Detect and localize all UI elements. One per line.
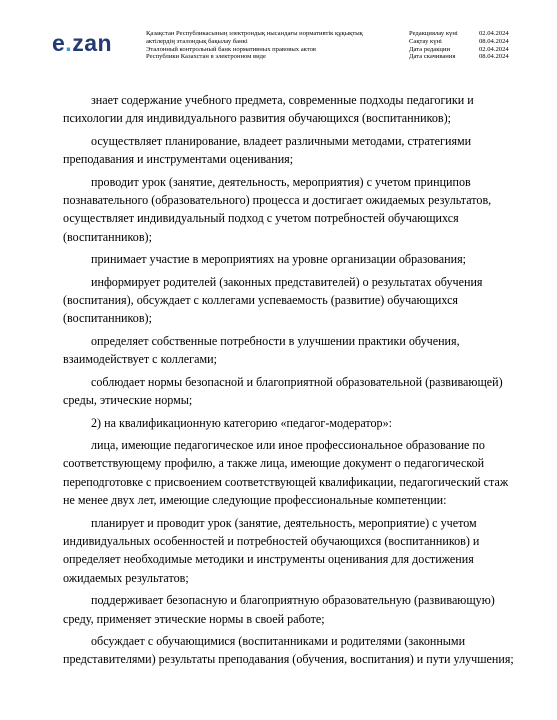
meta-row <box>409 30 519 38</box>
header-title-line: Қазақстан Республикасының электрондық нысандағы нормативтік құқықтық <box>146 30 363 37</box>
meta-value: 02.04.2024 <box>479 45 509 53</box>
meta-row <box>409 46 519 54</box>
logo-suffix: zan <box>72 30 113 56</box>
meta-row <box>409 53 519 61</box>
meta-value: 08.04.2024 <box>479 37 509 45</box>
paragraph: 2) на квалификационную категорию «педагог-модератор»: <box>91 415 393 430</box>
document-body <box>63 91 517 673</box>
ezan-logo <box>52 30 112 57</box>
header-title-line: актілердің эталондық бақылау банкі <box>146 37 248 45</box>
meta-value: 02.04.2024 <box>479 30 509 37</box>
paragraph: осуществляет планирование, владеет различными методами, стратегиями преподавания и инструментами оценивания; <box>63 133 472 167</box>
paragraph: принимает участие в мероприятиях на уровне организации образования; <box>91 252 467 267</box>
meta-label: Сақтау күні <box>409 37 442 45</box>
paragraph: знает содержание учебного предмета, современные подходы педагогики и психологии для индивидуального развития обучающихся (воспитанников); <box>63 93 474 126</box>
logo-dot: . <box>65 30 73 56</box>
logo-prefix: e <box>52 30 66 56</box>
paragraph: проводит урок (занятие, деятельность, мероприятия) с учетом принципов познавательного (образовательного) процесса и достигает ожидаемых результатов, осуществляет индивидуальный подход с учетом потребностей обучающихся (воспитанников); <box>63 174 492 244</box>
paragraph: обсуждает с обучающимися (воспитанниками и родителями (законными представителями) результаты преподавания (обучения, воспитания) и пути улучшения; <box>63 633 514 667</box>
header-title-line: Эталонный контрольный банк нормативных правовых актов <box>146 45 316 53</box>
meta-label: Дата скачивания <box>409 53 456 61</box>
paragraph: планирует и проводит урок (занятие, деятельность, мероприятие) с учетом индивидуальных особенностей и потребностей обучающихся (воспитанников) и определяет необходимые методики и инструменты оценивания для достижения ожидаемых результатов; <box>63 515 480 585</box>
paragraph: поддерживает безопасную и благоприятную образовательную (развивающую) среду, применяет этические нормы в своей работе; <box>63 593 495 626</box>
paragraph: определяет собственные потребности в улучшении практики обучения, взаимодействует с коллегами; <box>63 333 460 367</box>
meta-label: Дата редакции <box>409 45 450 53</box>
meta-label: Редакциялау күні <box>409 30 458 37</box>
paragraph: информирует родителей (законных представителей) о результатах обучения (воспитания), обсуждает с коллегами успеваемость (развитие) обучающихся (воспитанников); <box>63 274 483 326</box>
document-header <box>0 0 557 80</box>
header-title <box>146 30 396 61</box>
header-meta <box>409 30 519 61</box>
paragraph: соблюдает нормы безопасной и благоприятной образовательной (развивающей) среды, этические нормы; <box>63 374 503 408</box>
paragraph: лица, имеющие педагогическое или иное профессиональное образование по соответствующему профилю, а также лица, имеющие документ о педагогической переподготовке с присвоением соответствующей квалификации, педагогический стаж не менее двух лет, имеющие следующие профессиональные компетенции: <box>63 437 509 508</box>
meta-value: 08.04.2024 <box>479 53 509 61</box>
header-title-line: Республики Казахстан в электронном виде <box>146 53 266 61</box>
meta-row <box>409 38 519 46</box>
